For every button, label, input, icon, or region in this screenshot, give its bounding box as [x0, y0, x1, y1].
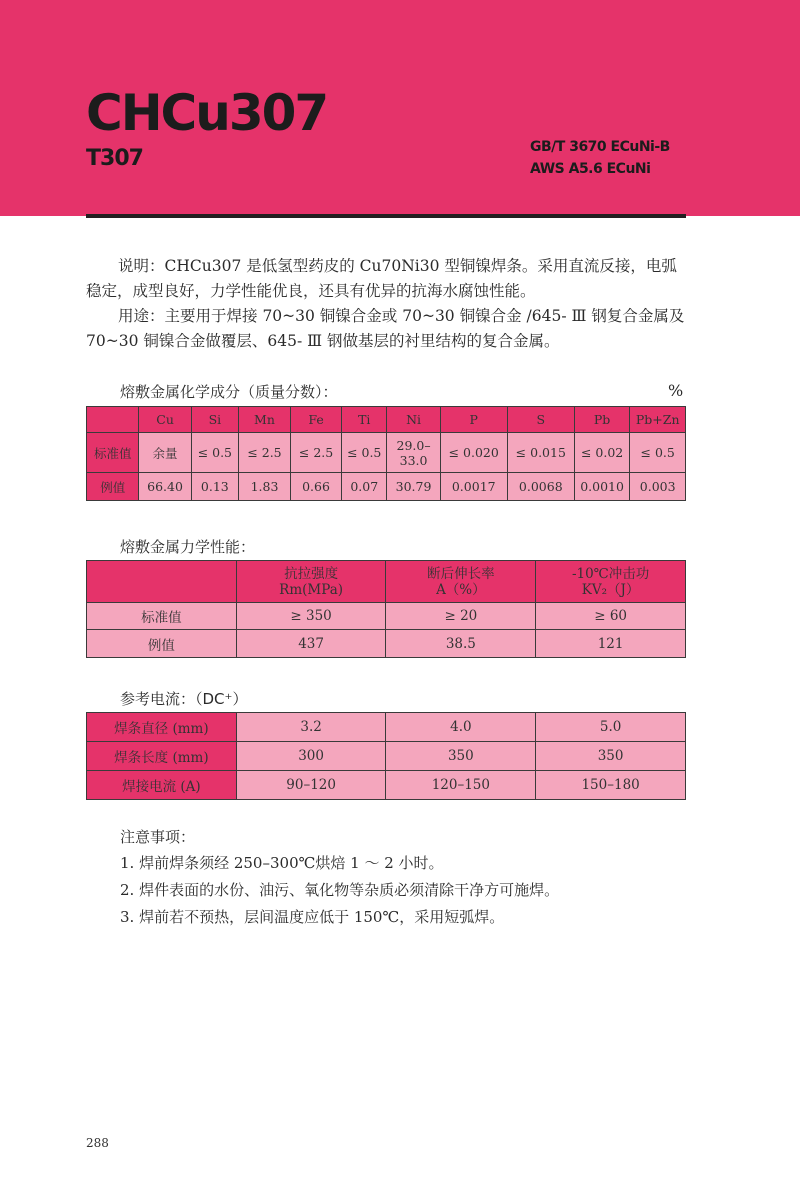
table-cell: 余量 [139, 433, 191, 473]
standard-gb: GB/T 3670 ECuNi-B [530, 139, 670, 155]
table-row [87, 713, 686, 742]
composition-header-row [87, 407, 686, 433]
row-label: 标准值 [87, 603, 237, 630]
usage-label: 用途： [118, 307, 165, 325]
table-cell: 0.66 [291, 473, 342, 501]
row-label: 焊接电流 (A) [87, 771, 237, 800]
mechanical-title: 熔敷金属力学性能： [120, 538, 256, 556]
table-cell: ≤ 0.5 [342, 433, 387, 473]
header-line: 断后伸长率 [427, 565, 495, 582]
table-cell: 0.13 [191, 473, 238, 501]
table-row [87, 630, 686, 658]
table-cell: 120–150 [386, 771, 536, 800]
composition-unit: % [668, 381, 684, 400]
header-line: A（%） [436, 581, 486, 598]
list-item: 3. 焊前若不预热，层间温度应低于 150℃，采用短弧焊。 [120, 908, 505, 926]
table-row [87, 603, 686, 630]
header-cell-si: Si [191, 407, 238, 433]
usage-paragraph [86, 304, 692, 354]
header-line: 抗拉强度 [284, 565, 339, 582]
table-cell: 30.79 [387, 473, 440, 501]
table-cell: 0.0010 [574, 473, 630, 501]
header-cell-s: S [507, 407, 574, 433]
table-cell: ≤ 0.5 [191, 433, 238, 473]
table-cell: ≤ 0.020 [440, 433, 507, 473]
table-cell: 3.2 [236, 713, 386, 742]
list-item: 2. 焊件表面的水份、油污、氧化物等杂质必须清除干净方可施焊。 [120, 881, 560, 899]
table-cell: 350 [386, 742, 536, 771]
header-cell-pb: Pb [574, 407, 630, 433]
standards-block [530, 136, 670, 180]
row-label: 例值 [87, 630, 237, 658]
row-label: 焊条直径 (mm) [87, 713, 237, 742]
header-line: KV₂（J） [581, 581, 640, 598]
table-cell: ≥ 20 [386, 603, 536, 630]
table-cell: 437 [236, 630, 386, 658]
table-cell: 5.0 [536, 713, 686, 742]
table-cell: 1.83 [238, 473, 290, 501]
row-label: 焊条长度 (mm) [87, 742, 237, 771]
table-cell: ≤ 0.02 [574, 433, 630, 473]
table-cell: 66.40 [139, 473, 191, 501]
table-cell: 0.07 [342, 473, 387, 501]
table-cell: ≤ 0.015 [507, 433, 574, 473]
header-cell-p: P [440, 407, 507, 433]
description-paragraph [86, 254, 692, 304]
table-cell: ≤ 2.5 [291, 433, 342, 473]
notes-list [120, 850, 559, 931]
header-rule [86, 214, 686, 218]
table-row [87, 433, 686, 473]
table-cell: 150–180 [536, 771, 686, 800]
header-line: Rm(MPa) [279, 581, 344, 598]
standard-aws: AWS A5.6 ECuNi [530, 161, 651, 177]
table-cell: 121 [536, 630, 686, 658]
header-line: -10℃冲击功 [571, 565, 650, 582]
usage-text: 主要用于焊接 70~30 铜镍合金或 70~30 铜镍合金 /645- Ⅲ 钢复合金属及 70~30 铜镍合金做覆层、645- Ⅲ 钢做基层的衬里结构的复合金属。 [86, 307, 685, 350]
header-cell-tensile [236, 561, 386, 603]
header-cell-elongation [386, 561, 536, 603]
table-cell: 4.0 [386, 713, 536, 742]
header-cell-mn: Mn [238, 407, 290, 433]
header-cell-impact [536, 561, 686, 603]
header-cell-cu: Cu [139, 407, 191, 433]
composition-table [86, 406, 686, 501]
table-cell: ≥ 350 [236, 603, 386, 630]
product-title: CHCu307 [86, 84, 328, 142]
table-cell: 300 [236, 742, 386, 771]
table-row [87, 473, 686, 501]
page-number: 288 [86, 1136, 109, 1150]
product-subtitle: T307 [86, 146, 143, 171]
table-cell: ≤ 2.5 [238, 433, 290, 473]
current-title: 参考电流：（DC⁺） [120, 690, 248, 708]
header-band [0, 0, 800, 216]
table-cell: ≤ 0.5 [630, 433, 686, 473]
list-item: 1. 焊前焊条须经 250–300℃烘焙 1 ～ 2 小时。 [120, 854, 444, 872]
header-cell-pbzn: Pb+Zn [630, 407, 686, 433]
table-cell: 0.003 [630, 473, 686, 501]
mechanical-table [86, 560, 686, 658]
notes-title: 注意事项： [120, 828, 196, 846]
header-cell-ti: Ti [342, 407, 387, 433]
table-cell: 0.0068 [507, 473, 574, 501]
table-cell: 90–120 [236, 771, 386, 800]
row-label: 标准值 [87, 433, 139, 473]
composition-title: 熔敷金属化学成分（质量分数）： [120, 383, 338, 401]
header-cell-fe: Fe [291, 407, 342, 433]
mechanical-header-row [87, 561, 686, 603]
table-cell: 0.0017 [440, 473, 507, 501]
table-row [87, 771, 686, 800]
header-cell [87, 407, 139, 433]
row-label: 例值 [87, 473, 139, 501]
table-cell: 350 [536, 742, 686, 771]
table-row [87, 742, 686, 771]
header-cell [87, 561, 237, 603]
description-label: 说明： [118, 257, 165, 275]
description-block [86, 254, 692, 354]
current-table [86, 712, 686, 800]
header-cell-ni: Ni [387, 407, 440, 433]
description-text: CHCu307 是低氢型药皮的 Cu70Ni30 型铜镍焊条。采用直流反接，电弧稳定，成型良好，力学性能优良，还具有优异的抗海水腐蚀性能。 [86, 257, 677, 300]
table-cell: 29.0–33.0 [387, 433, 440, 473]
table-cell: 38.5 [386, 630, 536, 658]
table-cell: ≥ 60 [536, 603, 686, 630]
